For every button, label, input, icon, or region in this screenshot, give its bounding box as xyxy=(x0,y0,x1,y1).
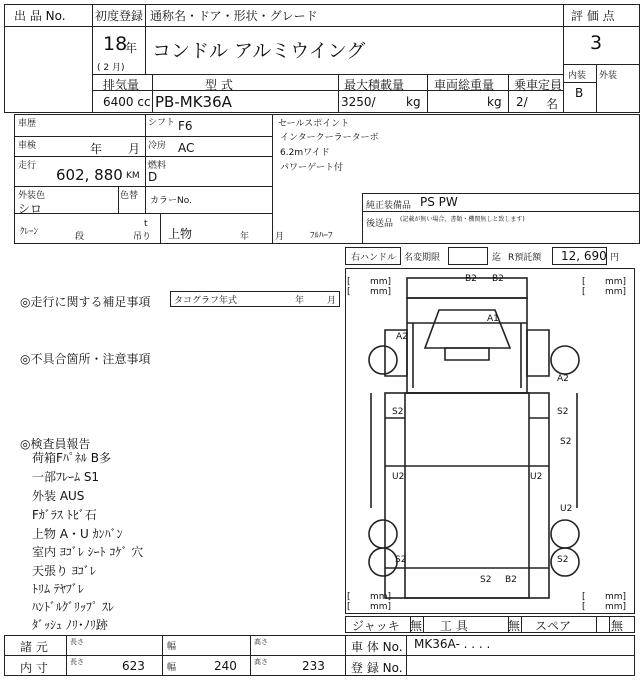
width-label-1: 幅 xyxy=(167,642,177,652)
spare-value: 無 xyxy=(611,619,624,633)
crane-label: ｸﾚｰﾝ xyxy=(20,227,39,237)
bracket-tl2: [ xyxy=(347,287,351,297)
mm-tr1: mm] xyxy=(605,277,627,287)
bracket-tr2: [ xyxy=(582,287,586,297)
capacity: 2/ xyxy=(516,95,528,109)
inspector-line-10: ﾀﾞｯｼｭ ﾉﾘ･ﾉﾘ跡 xyxy=(32,618,108,632)
mileage-change-box xyxy=(448,247,488,265)
capacity-label: 乗車定員 xyxy=(514,78,563,92)
max-load-label: 最大積載量 xyxy=(344,78,405,92)
mm-bl2: mm] xyxy=(370,602,392,612)
fuel-label: 燃料 xyxy=(148,161,167,171)
fuel-value: D xyxy=(148,170,158,184)
shift-value: F6 xyxy=(178,119,193,133)
inspection-label: 車検 xyxy=(18,141,37,151)
displacement: 6400 cc xyxy=(103,95,151,109)
mm-tl1: mm] xyxy=(370,277,392,287)
ac-label: 冷房 xyxy=(148,141,167,151)
mark-a2-left: A2 xyxy=(396,332,408,342)
type-label: 型 式 xyxy=(205,78,233,92)
tools-label: 工 具 xyxy=(440,619,468,633)
color-no-label: 色替 xyxy=(120,191,139,201)
chassis-label: 車 体 No. xyxy=(351,640,403,654)
inspection-month: 月 xyxy=(128,142,141,156)
max-load: 3250/ xyxy=(341,95,376,109)
recycle-value: 12, 690 xyxy=(561,249,607,263)
upper-label: 上物 xyxy=(168,227,193,241)
score-value: 3 xyxy=(590,32,603,54)
mark-u2c: U2 xyxy=(560,504,573,514)
defects-label: ◎不具合箇所・注意事項 xyxy=(20,352,151,366)
shift-label: シフト xyxy=(148,118,176,128)
name-label: 通称名・ドア・形状・グレード xyxy=(150,9,318,23)
bracket-bl2: [ xyxy=(347,602,351,612)
full-half: ﾌﾙﾊｰﾌ xyxy=(310,231,333,241)
inspector-label: ◎検査員報告 xyxy=(20,437,91,451)
gross-weight-label: 車両総重量 xyxy=(434,78,495,92)
mark-b2c: B2 xyxy=(505,575,517,585)
reg-year: 18 xyxy=(103,33,128,55)
length-label-1: 長さ xyxy=(70,638,84,646)
interior-grade: B xyxy=(575,86,584,100)
inspector-line-5: 上物 A・U ｶﾝﾊﾞﾝ xyxy=(32,527,123,541)
inspector-line-3: 外装 AUS xyxy=(32,489,85,503)
handle-value: 右ハンドル xyxy=(351,253,397,263)
mileage-unit: KM xyxy=(126,171,140,181)
chassis-no: MK36A- . . . . xyxy=(414,637,491,651)
inspector-line-9: ﾊﾝﾄﾞﾙｸﾞﾘｯﾌﾟ ｽﾚ xyxy=(32,600,114,614)
tools-value: 無 xyxy=(508,619,521,633)
mark-a2-right: A2 xyxy=(557,374,569,384)
reg-label: 登 録 No. xyxy=(351,661,403,675)
history-label: 車歴 xyxy=(18,119,37,129)
length-label-2: 長さ xyxy=(70,658,84,666)
inspector-line-6: 室内 ﾖｺﾞﾚ ｼｰﾄ ｺｹﾞ 穴 xyxy=(32,545,144,559)
interior-label: 内装 xyxy=(568,71,587,81)
tachograph-month: 月 xyxy=(327,296,337,306)
equipment-value: PS PW xyxy=(420,195,458,209)
mm-bl1: mm] xyxy=(370,592,392,602)
capacity-unit: 名 xyxy=(546,97,559,111)
mileage-change-label: 名変期限 xyxy=(404,253,441,263)
jack-value: 無 xyxy=(410,619,423,633)
deadline-label: 迄 xyxy=(492,253,502,263)
inspector-line-8: ﾄﾘﾑ ﾃﾔﾌﾞﾚ xyxy=(32,582,84,596)
mm-br2: mm] xyxy=(605,602,627,612)
spare-label: スペア xyxy=(535,619,572,633)
bracket-bl: [ xyxy=(347,592,351,602)
crane-stage: 段 xyxy=(75,232,85,242)
inspector-line-1: 荷箱Fﾊﾟﾈﾙ B多 xyxy=(32,451,111,465)
mark-s2f: S2 xyxy=(480,575,492,585)
equipment-label: 純正装備品 xyxy=(366,201,412,211)
mm-tl2: mm] xyxy=(370,287,392,297)
mark-s2e: S2 xyxy=(557,555,569,565)
height-label-1: 高さ xyxy=(254,638,268,646)
sales-point-2: 6.2mワイド xyxy=(280,148,330,158)
sales-point-1: インタークーラーターボ xyxy=(280,133,379,143)
crane-tonnage-top: t xyxy=(144,219,148,229)
recycle-unit: 円 xyxy=(610,253,620,263)
mileage-value: 602, 880 xyxy=(56,166,123,184)
color-label: 外装色 xyxy=(18,191,46,201)
reg-month: ( 2 月) xyxy=(97,63,125,73)
exterior-label: 外装 xyxy=(599,71,618,81)
sales-point-3: パワーゲート付 xyxy=(280,163,344,173)
crane-tonnage: 吊り xyxy=(133,232,152,242)
inspector-line-2: 一部ﾌﾚｰﾑ S1 xyxy=(32,470,100,484)
mark-u2b: U2 xyxy=(530,472,543,482)
after-label: 後送品 xyxy=(366,219,394,229)
height-label-2: 高さ xyxy=(254,658,268,666)
spec-label: 諸 元 xyxy=(20,640,48,654)
tachograph-label: タコグラフ年式 xyxy=(174,296,238,306)
ac-value: AC xyxy=(178,141,195,155)
upper-month: 月 xyxy=(275,232,285,242)
bracket-tl: [ xyxy=(347,277,351,287)
recycle-label: R預託額 xyxy=(508,253,542,263)
mark-s2c: S2 xyxy=(560,437,572,447)
color-value: シロ xyxy=(18,202,43,216)
upper-year: 年 xyxy=(240,232,250,242)
mm-br1: mm] xyxy=(605,592,627,602)
model-name: コンドル アルミウイング xyxy=(152,40,366,62)
first-reg-label: 初度登録 xyxy=(95,9,144,23)
inner-height: 233 xyxy=(302,659,325,673)
mark-u2a: U2 xyxy=(392,472,405,482)
color-code-label: カラーNo. xyxy=(150,196,192,206)
bracket-br: [ xyxy=(582,592,586,602)
bracket-tr: [ xyxy=(582,277,586,287)
tachograph-year: 年 xyxy=(295,296,305,306)
jack-label: ジャッキ xyxy=(352,619,400,633)
inner-length: 623 xyxy=(122,659,145,673)
inspector-line-4: Fｶﾞﾗｽ ﾄﾋﾞ石 xyxy=(32,508,97,522)
mm-tr2: mm] xyxy=(605,287,627,297)
mark-b2a: B2 xyxy=(465,274,477,284)
mileage-label: 走行 xyxy=(18,161,37,171)
inner-label: 内 寸 xyxy=(20,661,48,675)
width-label-2: 幅 xyxy=(167,663,177,673)
driving-notes-label: ◎走行に関する補足事項 xyxy=(20,295,151,309)
reg-year-unit: 年 xyxy=(125,41,138,55)
bracket-br2: [ xyxy=(582,602,586,612)
type-value: PB-MK36A xyxy=(155,93,232,111)
displacement-label: 排気量 xyxy=(103,78,140,92)
lot-no-label: 出 品 No. xyxy=(14,9,66,23)
inner-width: 240 xyxy=(214,659,237,673)
sales-points-title: セールスポイント xyxy=(278,119,350,129)
inspection-year: 年 xyxy=(90,142,103,156)
max-load-unit: kg xyxy=(406,95,421,109)
mark-a1: A1 xyxy=(487,314,499,324)
inspector-line-7: 天張り ﾖｺﾞﾚ xyxy=(32,564,96,578)
mark-s2d: S2 xyxy=(395,555,407,565)
after-note: (記載が無い場合、書類・機関無しと致します) xyxy=(400,216,525,223)
mark-b2b: B2 xyxy=(492,274,504,284)
mark-s2b: S2 xyxy=(557,407,569,417)
gross-weight-unit: kg xyxy=(487,95,502,109)
mark-s2a: S2 xyxy=(392,407,404,417)
score-label: 評 価 点 xyxy=(571,9,615,23)
